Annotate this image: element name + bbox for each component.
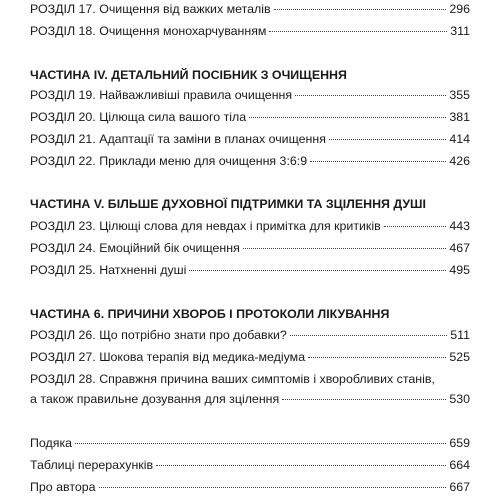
page-number: 355 [449,88,470,102]
page-number: 525 [449,350,470,364]
dot-leader [310,161,446,162]
page-number: 296 [449,2,470,16]
chapter-title: РОЗДІЛ 23. Цілющі слова для невдах і примітка для критиків [30,219,381,233]
dot-leader [75,443,446,444]
section-title: Таблиці перерахунків [30,458,154,472]
toc-entry-19[interactable] [30,85,470,105]
chapter-title: РОЗДІЛ 22. Приклади меню для очищення 3:6:9 [30,154,308,168]
chapter-title: РОЗДІЛ 24. Емоційний бік очищення [30,241,240,255]
page-number: 467 [449,241,470,255]
chapter-title: РОЗДІЛ 21. Адаптації та заміни в планах очищення [30,132,326,146]
section-title: Про автора [30,480,96,494]
dot-leader [295,95,446,96]
page-number: 414 [449,132,470,146]
toc-entry-17[interactable] [30,0,470,19]
page-number: 659 [449,436,470,450]
dot-leader [189,270,446,271]
toc-entry-18[interactable] [30,21,470,41]
page-number: 495 [449,263,470,277]
page-number: 311 [450,24,470,38]
dot-leader [384,226,447,227]
page-number: 381 [449,110,470,124]
toc-entry-23[interactable] [30,216,470,236]
page-number: 443 [449,219,470,233]
dot-leader [282,399,446,400]
part-heading-6: ЧАСТИНА 6. ПРИЧИНИ ХВОРОБ І ПРОТОКОЛИ ЛІКУВАННЯ [30,307,390,321]
table-of-contents [30,0,470,500]
chapter-title: РОЗДІЛ 26. Що потрібно знати про добавки? [30,328,287,342]
toc-entry-24[interactable] [30,238,470,258]
dot-leader [308,357,446,358]
chapter-title: РОЗДІЛ 18. Очищення монохарчуванням [30,24,267,38]
section-title: Подяка [30,436,73,450]
page-number: 664 [449,458,470,472]
chapter-title: РОЗДІЛ 27. Шокова терапія від медика-медіума [30,350,306,364]
toc-entry-25[interactable] [30,260,470,280]
toc-entry-acknowledgements[interactable] [30,433,470,453]
toc-entry-about-author[interactable] [30,477,470,497]
part-heading-4: ЧАСТИНА IV. ДЕТАЛЬНИЙ ПОСІБНИК З ОЧИЩЕННЯ [30,68,347,82]
toc-entry-conversion-tables[interactable] [30,455,470,475]
dot-leader [290,335,447,336]
chapter-title: РОЗДІЛ 19. Найважливіші правила очищення [30,88,293,102]
toc-entry-26[interactable] [30,325,470,345]
toc-entry-20[interactable] [30,107,470,127]
dot-leader [99,487,447,488]
toc-entry-22[interactable] [30,151,470,171]
page-number: 667 [449,480,470,494]
page-number: 530 [449,392,470,406]
part-heading-5: ЧАСТИНА V. БІЛЬШЕ ДУХОВНОЇ ПІДТРИМКИ ТА ЗЦІЛЕННЯ ДУШІ [30,197,426,211]
toc-entry-28[interactable] [30,369,470,409]
toc-entry-27[interactable] [30,347,470,367]
dot-leader [156,465,446,466]
dot-leader [274,9,447,10]
dot-leader [243,248,447,249]
dot-leader [329,139,446,140]
chapter-title: РОЗДІЛ 17. Очищення від важких металів [30,2,271,16]
dot-leader [249,117,446,118]
page-number: 511 [450,328,470,342]
chapter-title: РОЗДІЛ 25. Натхненні душі [30,263,187,277]
chapter-title-line2: а також правильне дозування для зцілення [30,392,280,406]
dot-leader [269,31,447,32]
chapter-title: РОЗДІЛ 20. Цілюща сила вашого тіла [30,110,247,124]
chapter-title-line1: РОЗДІЛ 28. Справжня причина ваших симптомів і хворобливих станів, [30,372,435,386]
toc-entry-21[interactable] [30,129,470,149]
page-number: 426 [449,154,470,168]
